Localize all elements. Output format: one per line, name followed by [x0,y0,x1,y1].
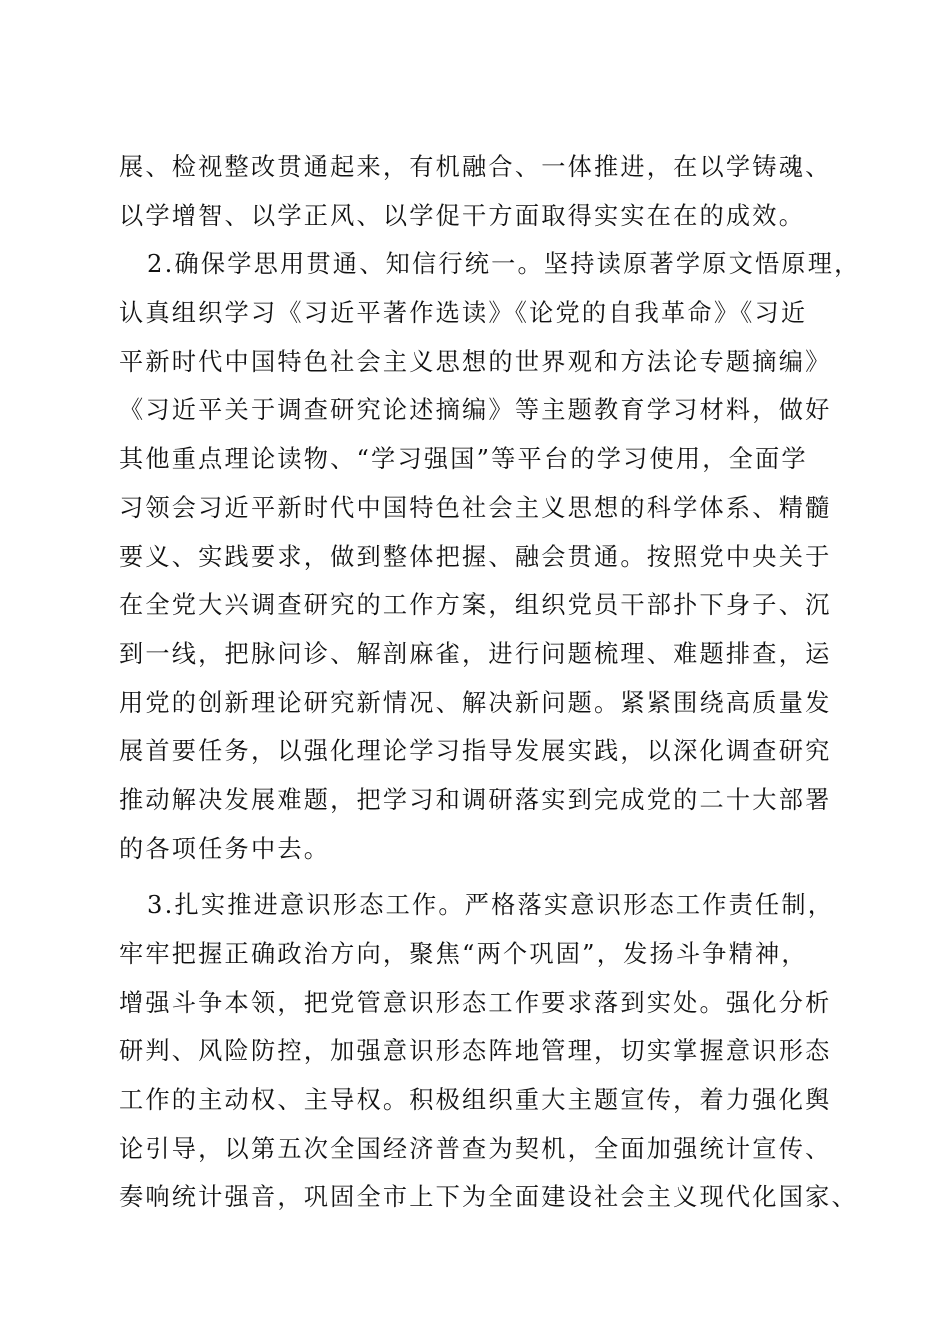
paragraph-line: 平新时代中国特色社会主义思想的世界观和方法论专题摘编》 [119,347,832,376]
paragraph-line: 在全党大兴调查研究的工作方案，组织党员干部扑下身子、沉 [119,591,832,620]
paragraph-line: 增强斗争本领，把党管意识形态工作要求落到实处。强化分析 [119,988,832,1017]
paragraph-line: 要义、实践要求，做到整体把握、融会贯通。按照党中央关于 [119,542,832,571]
document-body [119,143,861,1222]
paragraph-2 [119,240,861,873]
paragraph-line: 其他重点理论读物、“学习强国”等平台的学习使用，全面学 [119,445,808,474]
paragraph-line: 《习近平关于调查研究论述摘编》等主题教育学习材料，做好 [119,396,832,425]
paragraph-line: 的各项任务中去。 [119,834,331,863]
paragraph-spacer [119,873,839,881]
paragraph-line: 奏响统计强音，巩固全市上下为全面建设社会主义现代化国家、 [119,1183,858,1212]
paragraph-line: 用党的创新理论研究新情况、解决新问题。紧紧围绕高质量发 [119,688,832,717]
paragraph-line: 2.确保学思用贯通、知信行统一。坚持读原著学原文悟原理， [147,250,861,279]
paragraph-line: 展首要任务，以强化理论学习指导发展实践，以深化调查研究 [119,737,832,766]
paragraph-3 [119,881,858,1222]
paragraph-line: 展、检视整改贯通起来，有机融合、一体推进，在以学铸魂、 [119,153,832,181]
paragraph-line: 推动解决发展难题，把学习和调研落实到完成党的二十大部署 [119,785,832,814]
paragraph-line: 论引导，以第五次全国经济普查为契机，全面加强统计宣传、 [119,1134,832,1163]
paragraph-line: 工作的主动权、主导权。积极组织重大主题宣传，着力强化舆 [119,1086,832,1115]
paragraph-line: 习领会习近平新时代中国特色社会主义思想的科学体系、精髓 [119,493,832,522]
paragraph-line: 3.扎实推进意识形态工作。严格落实意识形态工作责任制， [147,891,835,920]
paragraph-line: 认真组织学习《习近平著作选读》《论党的自我革命》《习近 [119,299,808,328]
paragraph-line: 到一线，把脉问诊、解剖麻雀，进行问题梳理、难题排查，运 [119,639,832,668]
paragraph-line: 研判、风险防控，加强意识形态阵地管理，切实掌握意识形态 [119,1037,832,1066]
paragraph-line: 牢牢把握正确政治方向，聚焦“两个巩固”，发扬斗争精神， [119,940,808,968]
paragraph-1 [119,143,839,240]
paragraph-line: 以学增智、以学正风、以学促干方面取得实实在在的成效。 [119,201,806,230]
